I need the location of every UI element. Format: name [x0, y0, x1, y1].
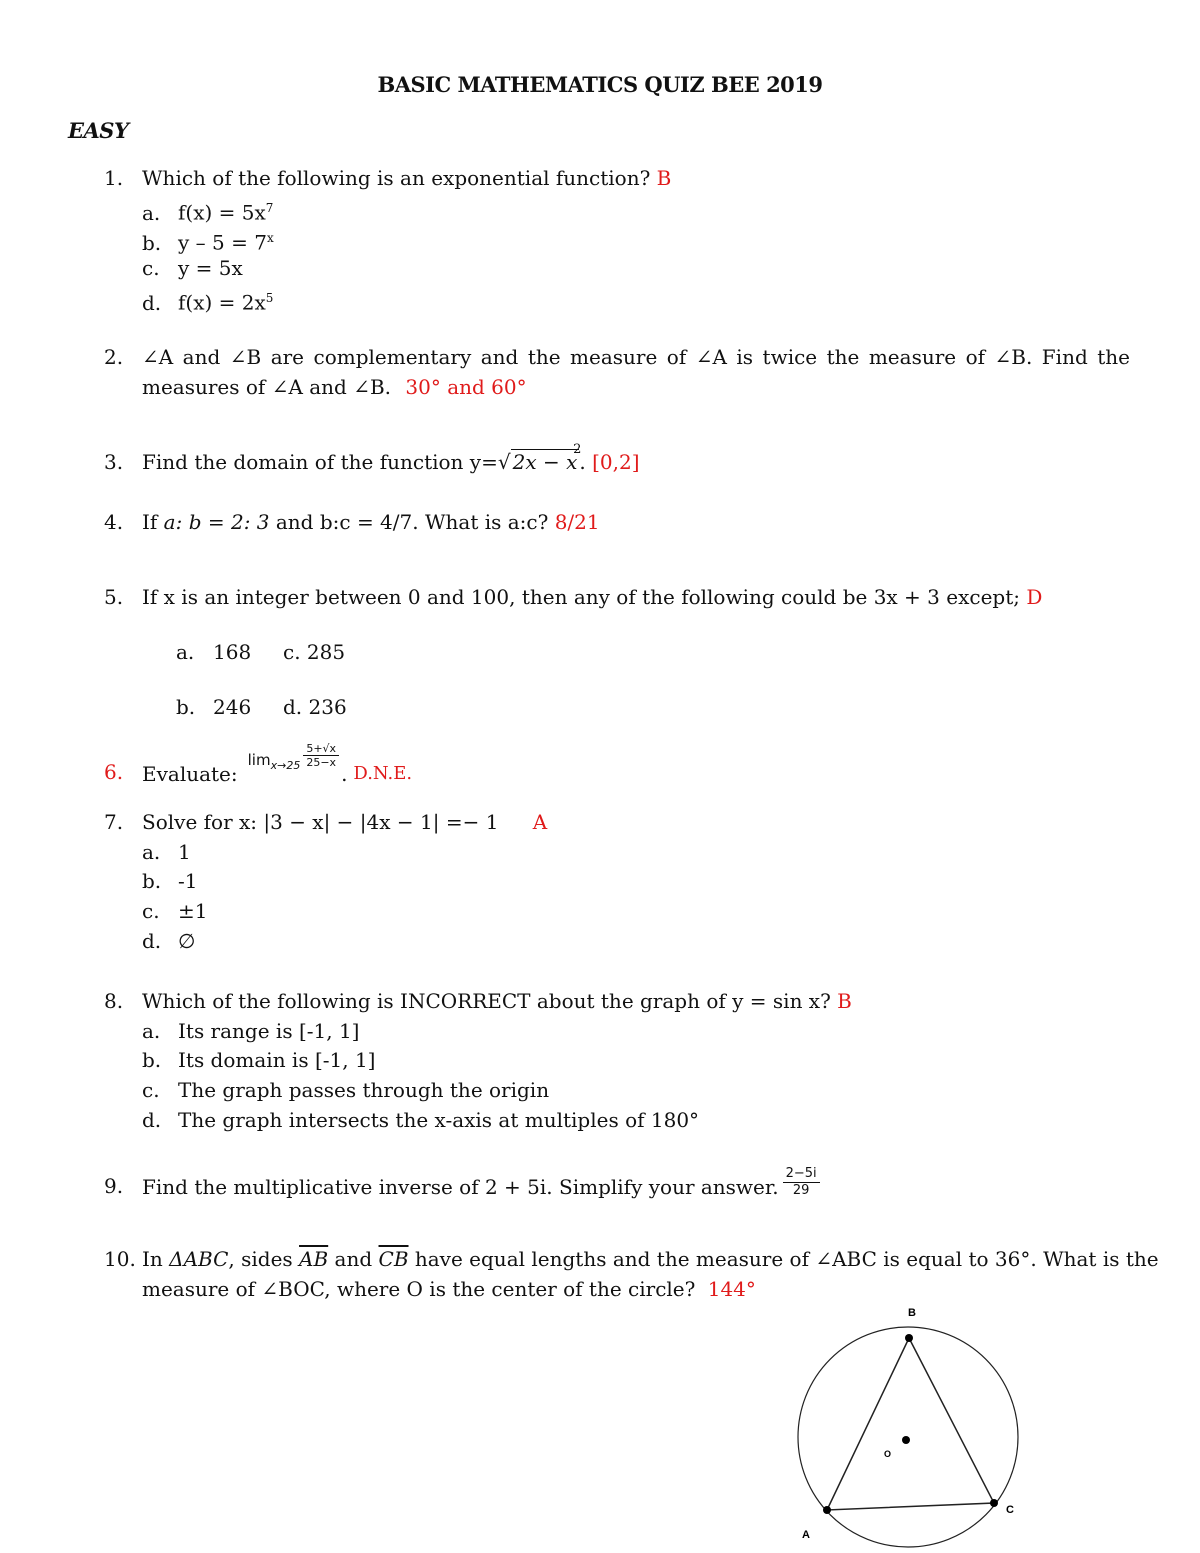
circle-triangle-figure: [780, 1298, 1040, 1553]
option: c. The graph passes through the origin: [142, 1078, 550, 1102]
question-text: In ΔABC, sides $\overline{AB}$ and $\overline{CB}$ have equal lengths and the measure of ∠ABC is equal to 36°. What is the: [142, 1247, 1159, 1271]
question-number: 7.: [104, 810, 124, 834]
question-number: 6.: [104, 760, 124, 784]
question-number: 5.: [104, 585, 124, 609]
question-number: 8.: [104, 989, 124, 1013]
question-text: If x is an integer between 0 and 100, then any of the following could be 3x + 3 except; D: [142, 585, 1043, 609]
question-number: 3.: [104, 450, 124, 474]
question-text: If a: b = 2: 3 and b:c = 4/7. What is a:c? 8/21: [142, 510, 600, 534]
option: d. The graph intersects the x-axis at multiples of 180°: [142, 1108, 700, 1132]
answer-key: 30° and 60°: [405, 375, 527, 399]
option: b. $y - 5 = 7^x$: [142, 230, 274, 255]
answer-key: B: [837, 989, 852, 1013]
question-text: Which of the following is an exponential function? B: [142, 166, 672, 190]
option: d. $f(x) = 2x^5$: [142, 290, 274, 315]
question-text: Find the domain of the function y=√ 2x − x 2 . [0,2]: [142, 442, 640, 474]
answer-key: B: [656, 166, 672, 190]
point-a: [823, 1506, 831, 1514]
question-number: 4.: [104, 510, 124, 534]
square-root: √ 2x − x 2: [497, 442, 582, 474]
question-text-cont: measures of ∠A and ∠B. 30° and 60°: [142, 375, 527, 399]
triangle-abc: [827, 1338, 994, 1510]
answer-key: D: [1026, 585, 1043, 609]
answer-key: 8/21: [554, 510, 600, 534]
label-c: C: [1006, 1504, 1014, 1516]
limit-expression: $\lim_{x\to 25}$: [247, 751, 301, 772]
option: c. 285: [283, 640, 346, 664]
option: c. ±1: [142, 899, 208, 923]
option: d. ∅: [142, 929, 196, 953]
label-a: A: [802, 1529, 810, 1541]
question-text: Which of the following is INCORRECT about the graph of y = sin x? B: [142, 989, 852, 1013]
label-b: B: [908, 1307, 916, 1319]
option: a. Its range is [-1, 1]: [142, 1019, 360, 1043]
option: d. 236: [283, 695, 347, 719]
option: b. Its domain is [-1, 1]: [142, 1048, 376, 1072]
option: a. $f(x) = 5x^7$: [142, 200, 274, 225]
question-text: Find the multiplicative inverse of 2 + 5i. Simplify your answer. $\frac{2-5i}{29}$: [142, 1166, 820, 1199]
point-o: [902, 1436, 910, 1444]
fraction-answer: $\frac{2-5i}{29}$: [783, 1166, 820, 1199]
option: a. 168: [176, 640, 252, 664]
option: c. y = 5x: [142, 256, 243, 280]
question-number: 2.: [104, 345, 124, 369]
answer-key: D.N.E.: [353, 763, 413, 784]
fraction: $\frac{5+√x}{25-x}$: [303, 742, 339, 769]
question-text-cont: measure of ∠BOC, where O is the center of the circle? 144°: [142, 1277, 756, 1301]
question-number: 10.: [104, 1247, 136, 1271]
answer-key: 144°: [707, 1277, 756, 1301]
option: b. -1: [142, 869, 198, 893]
answer-key: [0,2]: [592, 450, 640, 474]
point-b: [905, 1334, 913, 1342]
answer-key: A: [532, 810, 548, 834]
point-c: [990, 1499, 998, 1507]
question-text: Evaluate: $\lim_{x\to 25}$ $\frac{5+√x}{25-x}$ . D.N.E.: [142, 742, 413, 786]
option: b. 246: [176, 695, 252, 719]
question-number: 9.: [104, 1174, 124, 1198]
section-heading: EASY: [68, 118, 129, 143]
question-text: ∠A and ∠B are complementary and the measure of ∠A is twice the measure of ∠B. Find the: [142, 345, 1130, 369]
question-number: 1.: [104, 166, 124, 190]
option: a. 1: [142, 840, 191, 864]
page-title: BASIC MATHEMATICS QUIZ BEE 2019: [377, 72, 823, 97]
question-text: Solve for x: |3 − x| − |4x − 1| =− 1 A: [142, 810, 548, 834]
label-o: O: [884, 1449, 892, 1459]
